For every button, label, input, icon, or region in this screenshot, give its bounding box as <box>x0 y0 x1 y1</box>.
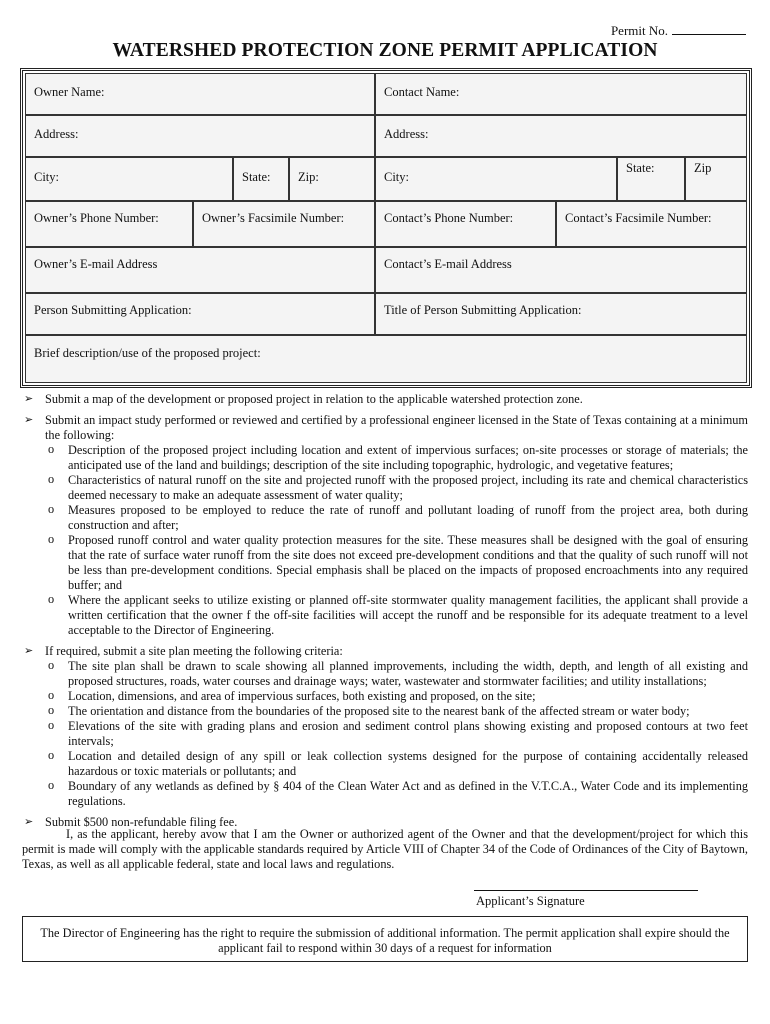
list-item: o Location, dimensions, and area of impervious surfaces, both existing and proposed, on the site; <box>48 688 536 703</box>
submitter-title-label: Title of Person Submitting Application: <box>384 303 582 317</box>
owner-phone-label: Owner’s Phone Number: <box>34 211 159 225</box>
list-item: o Characteristics of natural runoff on the site and projected runoff with the proposed project, including its rate and chemical characteristics deemed necessary to make an adequate assessment of water quality; <box>48 472 748 502</box>
applicant-avowal: I, as the applicant, hereby avow that I am the Owner or authorized agent of the Owner and that the development/project for which this permit is made will comply with the applicable standards required by Article VIII of Chapter 34 of the Code of Ordinances of the City of Baytown, Texas, as well as all applicable federal, state and local laws and regulations. <box>22 827 748 871</box>
contact-city-label: City: <box>384 170 410 184</box>
circle-bullet-icon: o <box>48 658 55 672</box>
contact-zip-field[interactable] <box>685 157 747 201</box>
owner-zip-field[interactable] <box>289 157 375 201</box>
expiration-notice: The Director of Engineering has the right to require the submission of additional information. The permit application shall expire should the applicant fail to respond within 30 days of a request for information <box>22 916 748 962</box>
list-item: o Proposed runoff control and water quality protection measures for the site. These measures shall be designed with the goal of ensuring that the rate of surface water runoff from the site does not exceed pre-development conditions and that the quality of such runoff will not be less than pre-development conditions. Special emphasis shall be placed on the impacts of proposed encroachments into any required buffer; and <box>48 532 748 592</box>
permit-number-label: Permit No. <box>610 23 668 38</box>
circle-bullet-icon: o <box>48 703 55 717</box>
contact-email-label: Contact’s E-mail Address <box>384 257 512 271</box>
circle-bullet-icon: o <box>48 502 55 516</box>
owner-name-label: Owner Name: <box>34 85 105 99</box>
owner-city-field[interactable] <box>25 157 233 201</box>
circle-bullet-icon: o <box>48 778 55 792</box>
list-item: o Elevations of the site with grading plans and erosion and sediment control plans showing existing and proposed contours at two feet intervals; <box>48 718 748 748</box>
owner-address-label: Address: <box>34 127 79 141</box>
owner-phone-field[interactable] <box>25 201 193 247</box>
contact-email-field[interactable] <box>375 247 747 293</box>
project-description-label: Brief description/use of the proposed project: <box>34 346 261 360</box>
map-requirement: Submit a map of the development or proposed project in relation to the applicable watershed protection zone. <box>45 392 583 406</box>
owner-zip-label: Zip: <box>298 170 319 184</box>
submitter-title-field[interactable] <box>375 293 747 335</box>
contact-phone-label: Contact’s Phone Number: <box>384 211 514 225</box>
page-title: WATERSHED PROTECTION ZONE PERMIT APPLICATION <box>112 40 658 61</box>
site-plan-requirement: If required, submit a site plan meeting the following criteria: <box>45 644 343 658</box>
contact-state-label: State: <box>626 161 655 175</box>
permit-number <box>611 22 746 39</box>
contact-phone-field[interactable] <box>375 201 556 247</box>
contact-state-field[interactable] <box>617 157 685 201</box>
contact-zip-label: Zip <box>694 161 712 175</box>
submitter-name-field[interactable] <box>25 293 375 335</box>
impact-study-requirement: Submit an impact study performed or reviewed and certified by a professional engineer licensed in the State of Texas containing at a minimum the following: <box>45 413 748 442</box>
project-description-field[interactable] <box>25 335 747 383</box>
circle-bullet-icon: o <box>48 748 55 762</box>
owner-city-label: City: <box>34 170 60 184</box>
circle-bullet-icon: o <box>48 532 55 546</box>
owner-state-field[interactable] <box>233 157 289 201</box>
owner-state-label: State: <box>242 170 271 184</box>
signature-label: Applicant’s Signature <box>476 894 585 908</box>
list-item <box>22 644 748 659</box>
circle-bullet-icon: o <box>48 718 55 732</box>
fee-requirement: Submit $500 non-refundable filing fee. <box>45 815 238 829</box>
circle-bullet-icon: o <box>48 688 55 702</box>
list-item <box>22 392 748 407</box>
contact-city-field[interactable] <box>375 157 617 201</box>
list-item: o Measures proposed to be employed to reduce the rate of runoff and pollutant loading of runoff from the project area, both during construction and after; <box>48 502 748 532</box>
permit-number-field[interactable] <box>672 22 746 35</box>
arrowhead-bullet-icon: ➢ <box>24 645 34 657</box>
application-form <box>22 70 750 386</box>
owner-address-field[interactable] <box>25 115 375 157</box>
list-item: o Description of the proposed project including location and extent of impervious surfaces; on-site processes or storage of materials; the anticipated use of the land and buildings; description of the site including topographic, hydrologic, and vegetative features; <box>48 442 748 472</box>
contact-address-field[interactable] <box>375 115 747 157</box>
circle-bullet-icon: o <box>48 442 55 456</box>
contact-name-field[interactable] <box>375 73 747 115</box>
contact-name-label: Contact Name: <box>384 85 460 99</box>
owner-email-field[interactable] <box>25 247 375 293</box>
list-item: o The site plan shall be drawn to scale showing all planned improvements, including the width, depth, and length of all existing and proposed structures, roads, water courses and drainage ways; water, wastewater and stormwater facilities; and utility installations; <box>48 658 748 688</box>
contact-address-label: Address: <box>384 127 429 141</box>
owner-email-label: Owner’s E-mail Address <box>34 257 158 271</box>
list-item: o Location and detailed design of any spill or leak collection systems designed for the purpose of containing accidentally released hazardous or toxic materials or pollutants; and <box>48 748 748 778</box>
contact-fax-field[interactable] <box>556 201 747 247</box>
requirements-list <box>22 392 748 836</box>
circle-bullet-icon: o <box>48 592 55 606</box>
contact-fax-label: Contact’s Facsimile Number: <box>565 211 712 225</box>
owner-fax-field[interactable] <box>193 201 375 247</box>
list-item: o Boundary of any wetlands as defined by § 404 of the Clean Water Act and as defined in the V.T.C.A., Water Code and its implementing regulations. <box>48 778 748 808</box>
arrowhead-bullet-icon: ➢ <box>24 414 34 426</box>
list-item: o Where the applicant seeks to utilize existing or planned off-site stormwater quality management facilities, the applicant shall provide a written certification that the owner f the off-site facilities will accept the runoff and be responsible for its adequate treatment to a level acceptable to the Director of Engineering. <box>48 592 748 637</box>
circle-bullet-icon: o <box>48 472 55 486</box>
list-item: o The orientation and distance from the boundaries of the proposed site to the nearest bank of the affected stream or water body; <box>48 703 690 718</box>
owner-name-field[interactable] <box>25 73 375 115</box>
signature-line[interactable] <box>474 890 698 891</box>
owner-fax-label: Owner’s Facsimile Number: <box>202 211 345 225</box>
list-item <box>22 413 748 443</box>
arrowhead-bullet-icon: ➢ <box>24 393 34 405</box>
arrowhead-bullet-icon: ➢ <box>24 816 34 828</box>
submitter-name-label: Person Submitting Application: <box>34 303 192 317</box>
